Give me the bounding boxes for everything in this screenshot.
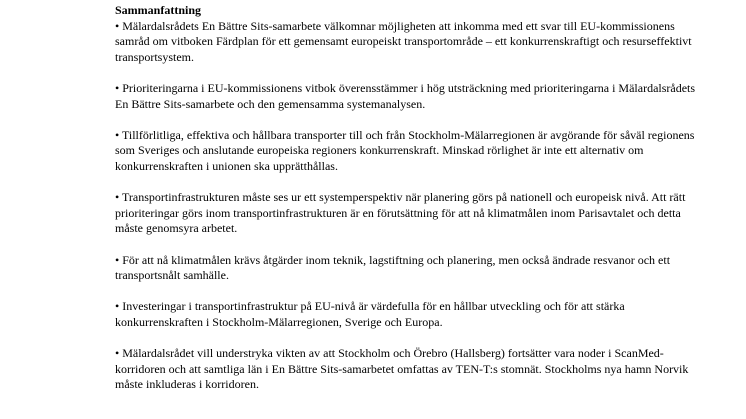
- summary-bullet: • Mälardalsrådets En Bättre Sits-samarbete välkomnar möjligheten att inkomma med ett svar till EU-kommissionens samråd om vitboken Färdplan för ett gemensamt europeiskt transportområde – ett konkurrenskraftigt och resurseffektivt transportsystem.: [115, 18, 692, 64]
- summary-heading: Sammanfattning: [115, 3, 202, 17]
- summary-bullet: • Mälardalsrådet vill understryka vikten av att Stockholm och Örebro (Hallsberg) fortsätter vara noder i ScanMed-korridoren och att samtliga län i En Bättre Sits-samarbetet omfattas av TEN-T:s stomnät. Stockholms nya hamn Norvik måste inkluderas i korridoren.: [115, 346, 689, 392]
- summary-bullet: • Transportinfrastrukturen måste ses ur ett systemperspektiv när planering görs på nationell och europeisk nivå. Att rätt prioriteringar görs inom transportinfrastrukturen är en förutsättning för att nå klimatmålen inom Parisavtalet och detta måste genomsyra arbetet.: [115, 190, 686, 236]
- document-body: [115, 3, 705, 393]
- summary-bullet: • För att nå klimatmålen krävs åtgärder inom teknik, lagstiftning och planering, men också ändrade resvanor och ett transportsnålt samhälle.: [115, 252, 671, 283]
- summary-bullet: • Prioriteringarna i EU-kommissionens vitbok överensstämmer i hög utsträckning med prioriteringarna i Mälardalsrådets En Bättre Sits-samarbete och den gemensamma systemanalysen.: [115, 80, 696, 111]
- summary-bullet: • Investeringar i transportinfrastruktur på EU-nivå är värdefulla för en hållbar utveckling och för att stärka konkurrenskraften i Stockholm-Mälarregionen, Sverige och Europa.: [115, 299, 625, 329]
- summary-bullet: • Tillförlitliga, effektiva och hållbara transporter till och från Stockholm-Mälarregionen är avgörande för såväl regionens som Sveriges och anslutande europeiska regioners konkurrenskraft. Minskad rörlighet är inte ett alternativ om konkurrenskraften i unionen ska upprätthållas.: [115, 127, 695, 173]
